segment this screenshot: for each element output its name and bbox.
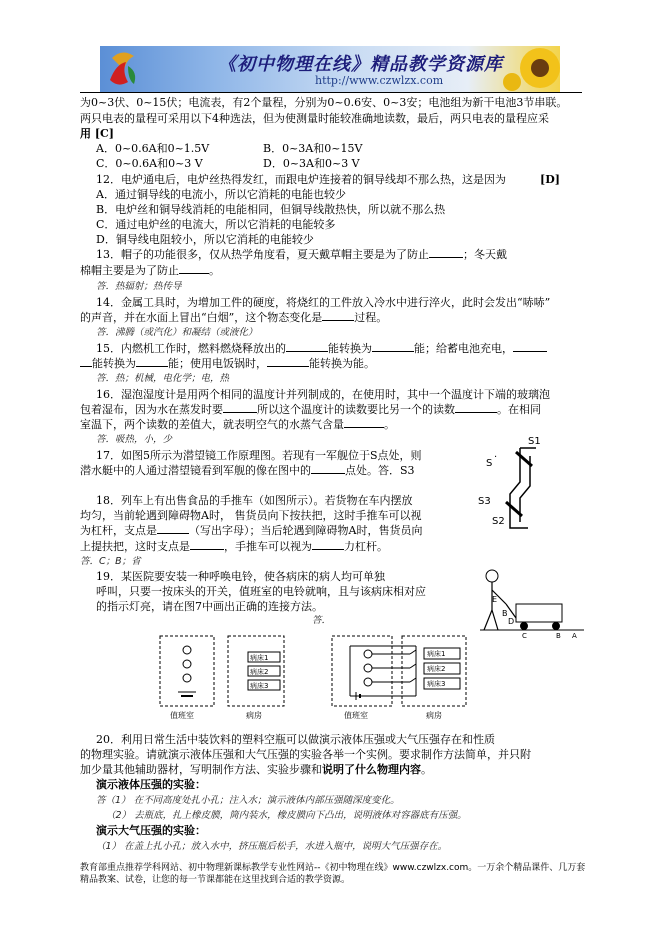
text-line: 为0~3伏、0~15伏；电流表，有2个量程，分别为0~0.6安、0~3安；电池组为新干电池3节串联。: [80, 96, 568, 109]
answer-20-line: 答（1） 在不同高度处扎小孔；注入水；演示液体内部压强随深度变化。: [96, 795, 400, 806]
question-19-cont: 呼叫，只要一按床头的开关，值班室的电铃就响，且与该病床相对应: [96, 585, 426, 598]
section-heading: 演示液体压强的实验：: [96, 778, 206, 791]
option-a: A．通过铜导线的电流小，所以它消耗的电能也较少: [96, 188, 346, 201]
text-line: 两只电表的量程可采用以下4种选法，但为使测量时能较准确地读数，最后，两只电表的量程应采: [80, 112, 549, 125]
label-s: S: [486, 458, 493, 469]
question-15-cont: 能转换为 能；使用电饭锅时， 能转换为能。: [80, 357, 375, 370]
option-c: C．通过电炉丝的电流大，所以它消耗的电能较多: [96, 218, 336, 231]
bed-label: 病床3: [427, 680, 446, 688]
banner-title: 《初中物理在线》精品教学资源库: [218, 54, 503, 75]
question-16: 16．湿泡湿度计是用两个相同的温度计并列制成的，在使用时，其中一个温度计下端的玻璃泡: [96, 388, 550, 401]
question-14: 14．金属工具时，为增加工件的硬度，将烧红的工件放入冷水中进行淬火，此时会发出“哧哧”: [96, 296, 551, 309]
option-d: D．铜导线电阻较小，所以它消耗的电能较少: [96, 233, 314, 246]
ward-label: 病房: [246, 711, 262, 720]
label-s2: S2: [492, 516, 505, 527]
question-18-cont: 均匀，当前轮遇到障碍物A时， 售货员向下按扶把，这时手推车可以视: [80, 509, 422, 522]
option-d: D．0~3A和0~3 V: [263, 157, 360, 170]
question-16-cont: 室温下，两个读数的差值大，就表明空气的水蒸气含量 。: [80, 418, 395, 431]
answer-16: 答．吸热，小，少: [96, 434, 173, 445]
cart-label: D: [508, 617, 515, 626]
answer-13: 答．热辐射；热传导: [96, 281, 182, 292]
answer-20-line: （1） 在盖上扎小孔；放入水中，挤压瓶后松手，水进入瓶中，说明大气压强存在。: [96, 841, 448, 852]
circuit-diagram-question: [150, 632, 290, 722]
bed-label: 病床1: [250, 654, 269, 662]
cart-label: A: [572, 632, 577, 640]
bed-label: 病床1: [427, 650, 446, 658]
option-a: A．0~0.6A和0~1.5V: [96, 142, 210, 155]
bed-label: 病床2: [250, 668, 269, 676]
question-20: 20．利用日常生活中装饮料的塑料空瓶可以做演示液体压强或大气压强存在和性质: [96, 733, 495, 746]
duty-room-label: 值班室: [170, 711, 194, 720]
question-17: 17．如图5所示为潜望镜工作原理图。若现有一军舰位于S点处，则: [96, 449, 422, 462]
answer-bracket: 用 [C]: [80, 127, 114, 140]
bed-label: 病床2: [427, 665, 446, 673]
question-18: 18．列车上有出售食品的手推车（如图所示）。若货物在车内摆放: [96, 494, 413, 507]
svg-text:·: ·: [494, 452, 498, 463]
answer-bracket: [D]: [540, 173, 560, 186]
page-footer: 教育部重点推荐学科网站、初中物理新课标教学专业性网站--《初中物理在线》www.czwlzx.com。一万余个精品课件、几万套精品教案、试卷，让您的每一节课都能在这里找到合适的教学资源。: [80, 863, 586, 885]
question-18-cont: 为杠杆，支点是 （写出字母）；当后轮遇到障碍物A时，售货员向: [80, 524, 423, 537]
question-14-cont: 的声音，并在水面上冒出“白烟”，这个物态变化是 过程。: [80, 311, 388, 324]
question-18-cont: 上提扶把，这时支点是 ，手推车可以视为 力杠杆。: [80, 540, 388, 553]
answer-15: 答．热；机械，电化学；电，热: [96, 373, 230, 384]
option-c: C．0~0.6A和0~3 V: [96, 157, 203, 170]
question-16-cont: 包着湿布，因为水在蒸发时要 所以这个温度计的读数要比另一个的读数 。在相同: [80, 403, 541, 416]
sunflower-icon: [506, 46, 558, 92]
cart-label: B: [556, 632, 561, 640]
circuit-diagram-answer: [330, 632, 470, 722]
section-heading: 演示大气压强的实验：: [96, 824, 206, 837]
duty-room-label: 值班室: [344, 711, 368, 720]
site-logo-icon: [106, 50, 140, 88]
question-13: 13．帽子的功能很多，仅从热学角度看，夏天戴草帽主要是为了防止 ；冬天戴: [96, 248, 507, 261]
header-banner: [100, 46, 560, 92]
label-s3: S3: [478, 496, 491, 507]
question-20-cont: 加少量其他辅助器材，写明制作方法、实验步骤和说明了什么物理内容。: [80, 763, 432, 776]
question-15: 15．内燃机工作时，燃料燃烧释放出的 能转换为 能；给蓄电池充电，: [96, 342, 547, 355]
header-rule: [80, 92, 582, 93]
label-s1: S1: [528, 436, 541, 447]
answer-18: 答．C；B；省: [80, 556, 141, 567]
cart-label: E: [492, 595, 498, 604]
question-19: 19．某医院要安装一种呼唤电铃，使各病床的病人均可单独: [96, 570, 385, 583]
question-17-cont: 潜水艇中的人通过潜望镜看到军舰的像在图中的 点处。答．S3: [80, 464, 415, 477]
question-13-cont: 棉帽主要是为了防止 。: [80, 264, 220, 277]
ward-label: 病房: [426, 711, 442, 720]
cart-label: C: [522, 632, 527, 640]
answer-20-line: （2） 去瓶底，扎上橡皮膜，筒内装水，橡皮膜向下凸出，说明液体对容器底有压强。: [106, 810, 467, 821]
question-20-cont: 的物理实验。请就演示液体压强和大气压强的实验各举一个实例。要求制作方法简单，并只附: [80, 748, 531, 761]
periscope-diagram: [480, 432, 580, 542]
cart-diagram: [478, 568, 588, 638]
cart-label: B: [502, 609, 508, 618]
question-19-cont: 的指示灯亮，请在图7中画出正确的连接方法。: [96, 600, 323, 613]
banner-url[interactable]: http://www.czwlzx.com: [315, 74, 444, 87]
question-12: 12．电炉通电后，电炉丝热得发红，而跟电炉连接着的铜导线却不那么热，这是因为: [96, 173, 506, 186]
answer-14: 答．沸腾（或汽化）和凝结（或液化）: [96, 327, 258, 338]
option-b: B．电炉丝和铜导线消耗的电能相同，但铜导线散热快，所以就不那么热: [96, 203, 446, 216]
option-b: B．0~3A和0~15V: [263, 142, 363, 155]
answer-19: 答．: [312, 615, 332, 626]
bed-label: 病床3: [250, 682, 269, 690]
